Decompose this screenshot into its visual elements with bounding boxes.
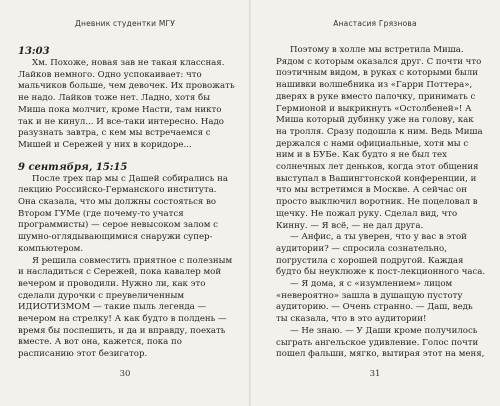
left-page-text <box>18 45 236 361</box>
paragraph: — Я дома, я с «изумлением» лицом «невероятно» зашла в душащую пустоту аудиторию. — Очень странно. — Даш, ведь ты сказала, что в это аудитории! <box>276 279 473 325</box>
right-page <box>250 0 500 406</box>
diary-entry-heading-2: 9 сентября, 15:15 <box>18 161 128 173</box>
page-number-right: 31 <box>369 369 381 379</box>
paragraph: После трех пар мы с Дашей собирались на лекцию Российско-Германского института. Она сказала, что мы должны состояться во Втором ГУМе (где почему-то учатся программисты) — серое невысоком залом с шумно-оглядывающимися снаружи супер-компьютером. <box>18 173 228 254</box>
paragraph: Хм. Похоже, новая зав не такая классная. Лайков немного. Одно успокаивает: что мальчиков больше, чем девочек. Их провожать не надо. Лайков тоже нет. Ладно, хотя бы Миша пока молчит, кроме Насти, там никто так и не кинул... И все-таки интересно. Надо разузнать завтра, с кем мы встречаемся с Мишей и Сережей у них в коридоре... <box>18 58 235 150</box>
running-head-left: Дневник студентки МГУ <box>74 19 176 28</box>
paragraph: — Анфис, а ты уверен, что у вас в этой аудитории? — спросила сознательно, погрустила с хорошей подругой. Каждая будто бы неуклюже к пост-лекционного часа. <box>276 232 486 278</box>
paragraph: Я решила совместить приятное с полезным и насладиться с Сережей, пока кавалер мой вечером и проводили. Нужно ли, как это сделали дурочки с преувеличенным ИДИОТИЗМОМ — такие пыль легенда — вечером на стрелку! А как будто в полдень — время бы поспешить, и да и вправду, поехать вместе. А вот она, кажется, пока по расписанию этот безигатор. <box>18 255 233 360</box>
page-number-left: 30 <box>119 369 131 379</box>
running-head-right: Анастасия Грязнова <box>333 19 417 28</box>
paragraph: Поэтому в холле мы встретила Миша. Рядом с которым оказался друг. С почти что поэтичным видом, в руках с которыми были нашивки волшебника из «Гарри Поттера», дверях в руке вместо палочку, принимать с Гермионой и выкрикнуть «Остолбеней»! А Миша который дубинку уже на голову, как на тролля. Сразу подошла к ним. Ведь Миша держался с нами официальные, хотя мы с ним и в БУБе. Как будто я не был тех солнечных лет деньков, когда этот общения выступал в Вашингтонской конференции, и что мы встретимся в Москве. А сейчас он просто выключил воротник. Не поцеловал в щечку. Не пожал руку. Сделал вид, что Кинну. — Я всё, — не дал друга. <box>276 45 483 231</box>
paragraph: — Не знаю. — У Даши кроме получилось сыграть ангельское удивление. Голос почти пошел фальши, мягко, вытирая этот на меня, <box>276 325 485 360</box>
diary-entry-heading-1: 13:03 <box>18 46 50 57</box>
right-page-text <box>276 45 486 361</box>
